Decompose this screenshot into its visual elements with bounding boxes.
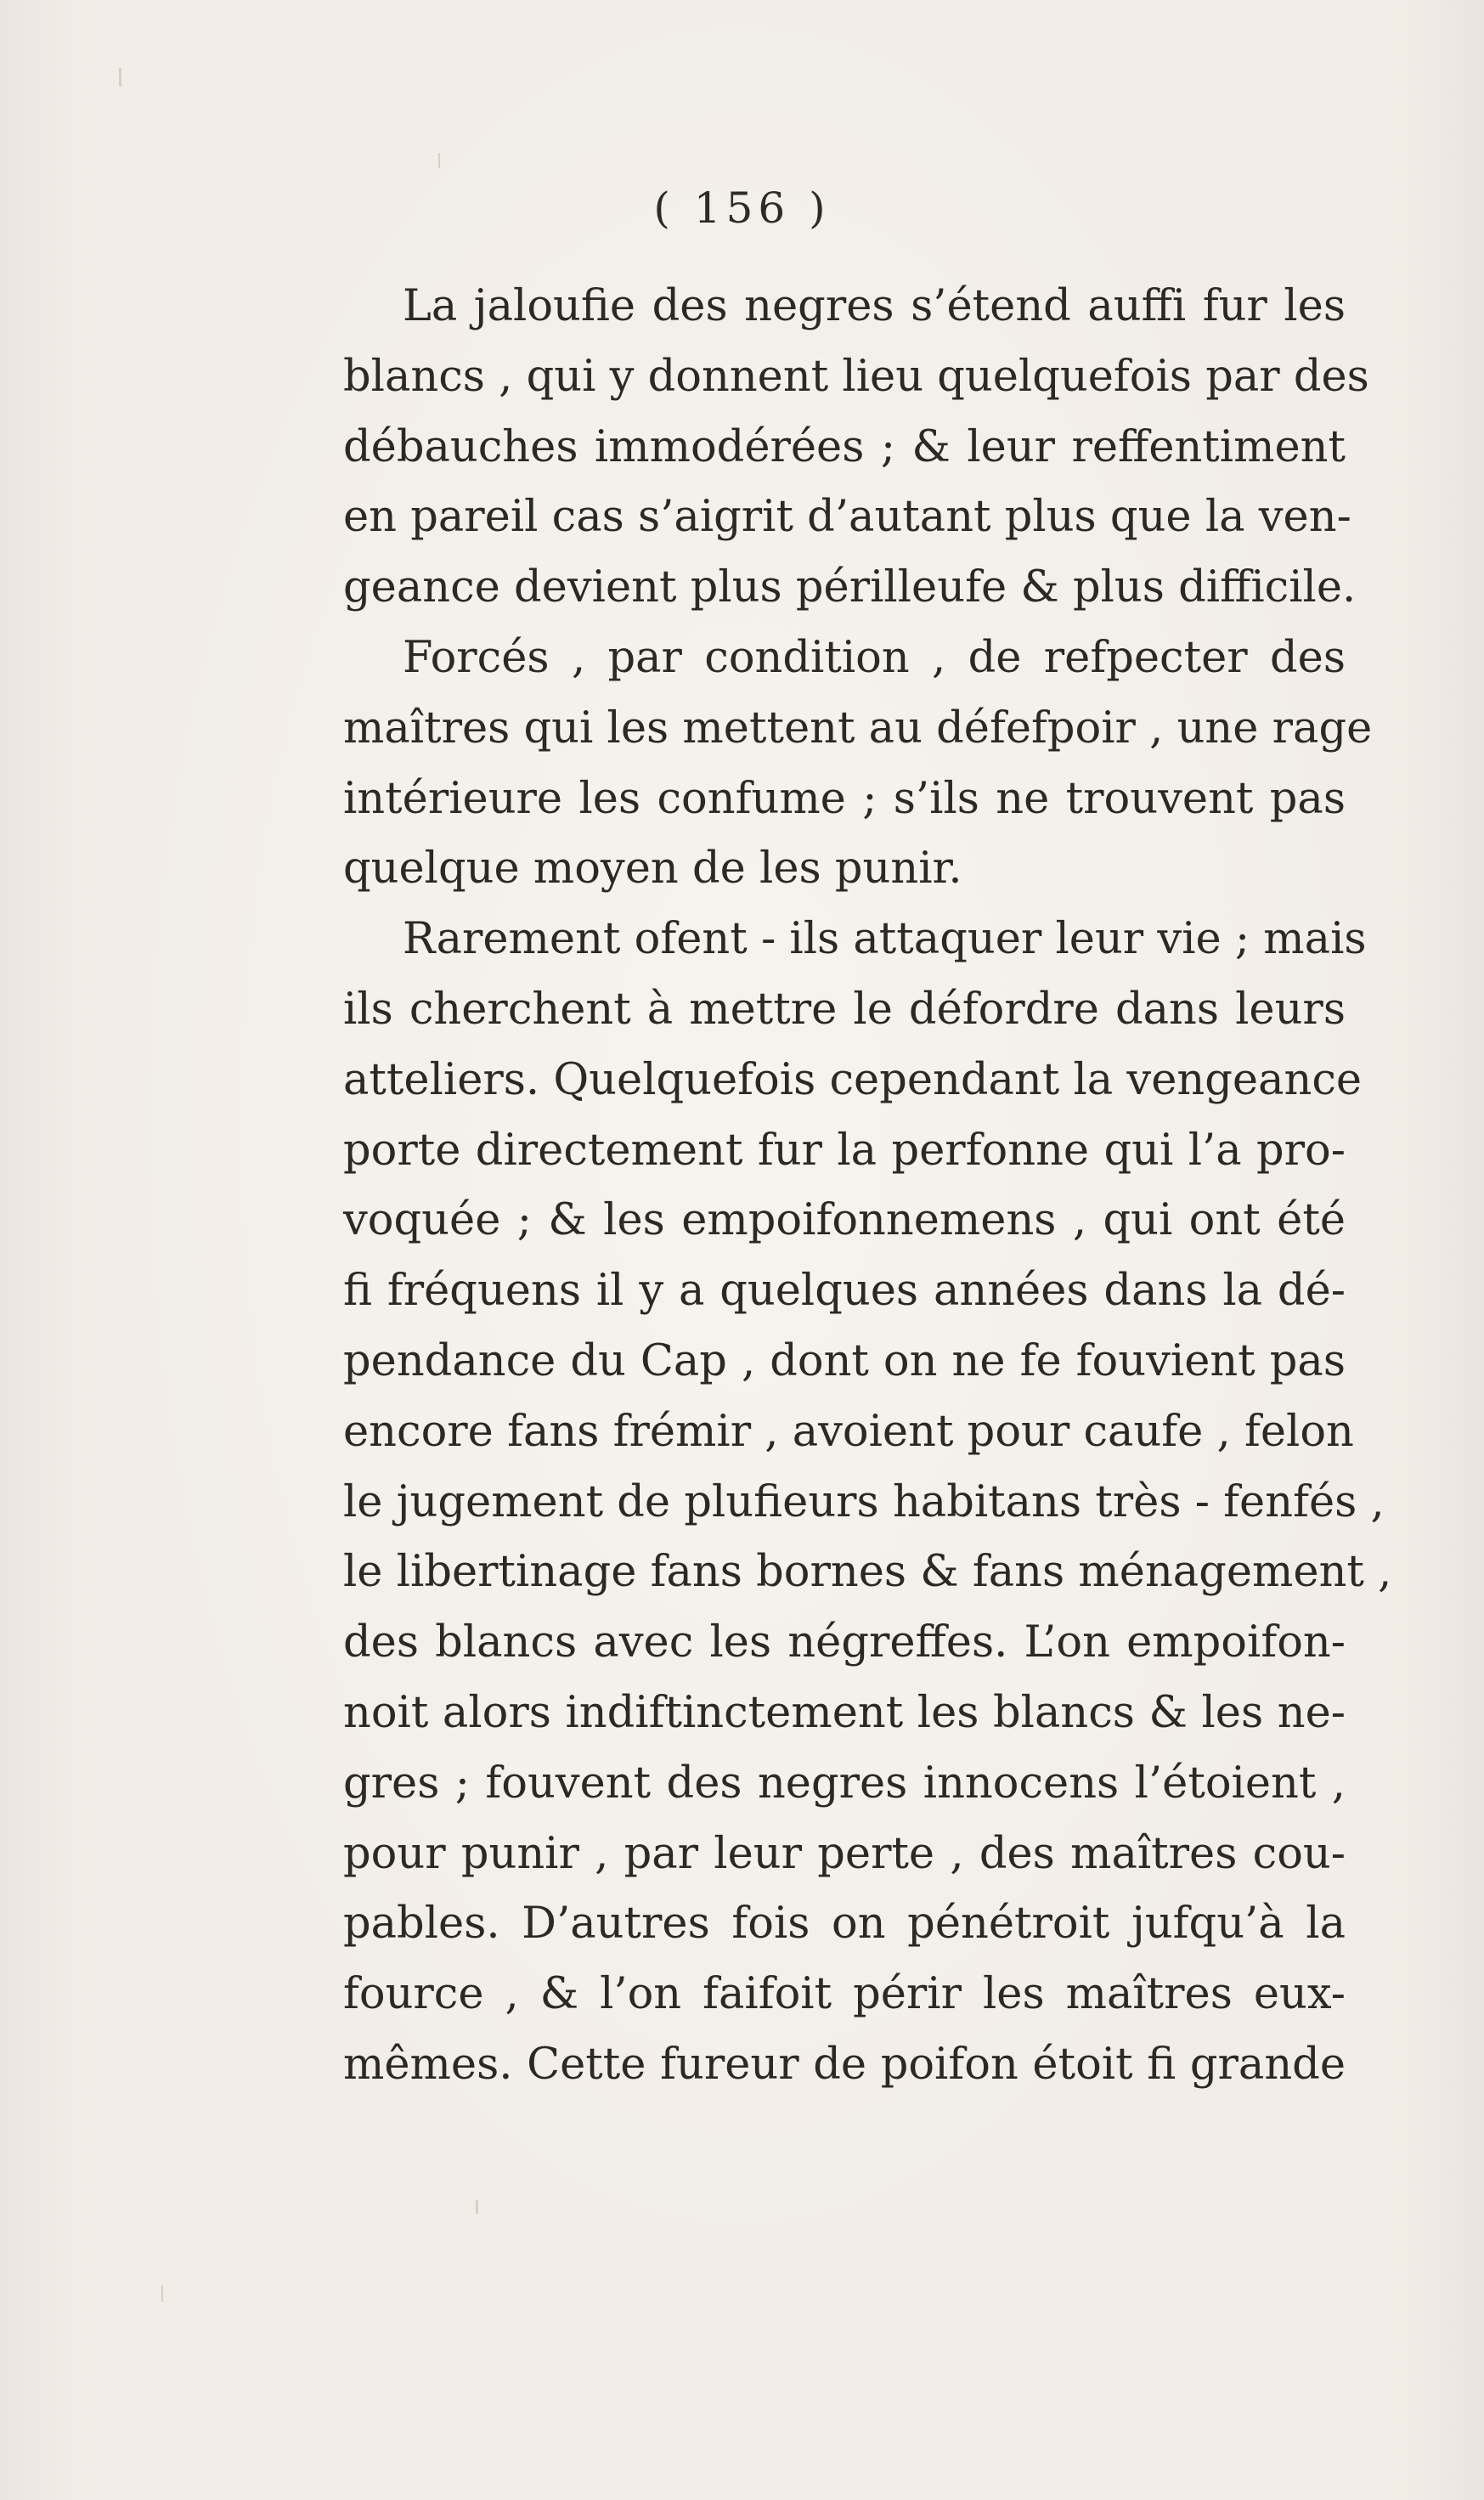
text-line: ils cherchent à mettre le défordre dans leurs [343, 984, 1346, 1035]
text-line: pour punir , par leur perte , des maîtres cou- [343, 1828, 1346, 1879]
text-line: le libertinage fans bornes & fans ménagement , [343, 1547, 1392, 1598]
body-text [343, 272, 1392, 2101]
text-line: fource , & l’on faifoit périr les maîtres eux- [343, 1969, 1346, 2020]
text-line: mêmes. Cette fureur de poifon étoit fi grande [343, 2039, 1346, 2090]
text-line: des blancs avec les négreffes. L’on empoifon- [343, 1617, 1346, 1668]
text-line: geance devient plus périlleufe & plus difficile. [343, 562, 1357, 613]
text-line: débauches immodérées ; & leur reffentiment [343, 421, 1346, 472]
text-line: intérieure les confume ; s’ils ne trouvent pas [343, 773, 1346, 824]
text-line: blancs , qui y donnent lieu quelquefois par des [343, 351, 1369, 402]
text-line: noit alors indiftinctement les blancs & les ne- [343, 1687, 1346, 1738]
text-line: en pareil cas s’aigrit d’autant plus que la ven- [343, 492, 1351, 543]
text-line: Rarement ofent - ils attaquer leur vie ; mais [403, 914, 1367, 965]
paper-speck [161, 2285, 163, 2302]
text-line: fi fréquens il y a quelques années dans la dé- [343, 1266, 1346, 1317]
text-line: le jugement de plufieurs habitans très - fenfés , [343, 1476, 1385, 1527]
paper-speck [438, 153, 440, 168]
text-line: Forcés , par condition , de refpecter des [403, 632, 1346, 683]
text-line: atteliers. Quelquefois cependant la vengeance [343, 1054, 1363, 1105]
text-line: La jaloufie des negres s’étend auffi fur les [403, 281, 1346, 331]
text-line: pendance du Cap , dont on ne fe fouvient pas [343, 1335, 1346, 1386]
text-line: voquée ; & les empoifonnemens , qui ont été [343, 1195, 1346, 1246]
text-line: quelque moyen de les punir. [343, 844, 962, 894]
page-number: ( 156 ) [653, 183, 831, 233]
paper-speck [119, 68, 121, 87]
text-line: maîtres qui les mettent au défefpoir , une rage [343, 703, 1373, 753]
text-line: encore fans frémir , avoient pour caufe , felon [343, 1406, 1354, 1457]
text-line: gres ; fouvent des negres innocens l’étoient , [343, 1758, 1346, 1809]
text-line: porte directement fur la perfonne qui l’a pro- [343, 1125, 1346, 1176]
paper-speck [476, 2200, 478, 2214]
text-line: pables. D’autres fois on pénétroit jufqu’à la [343, 1899, 1346, 1950]
